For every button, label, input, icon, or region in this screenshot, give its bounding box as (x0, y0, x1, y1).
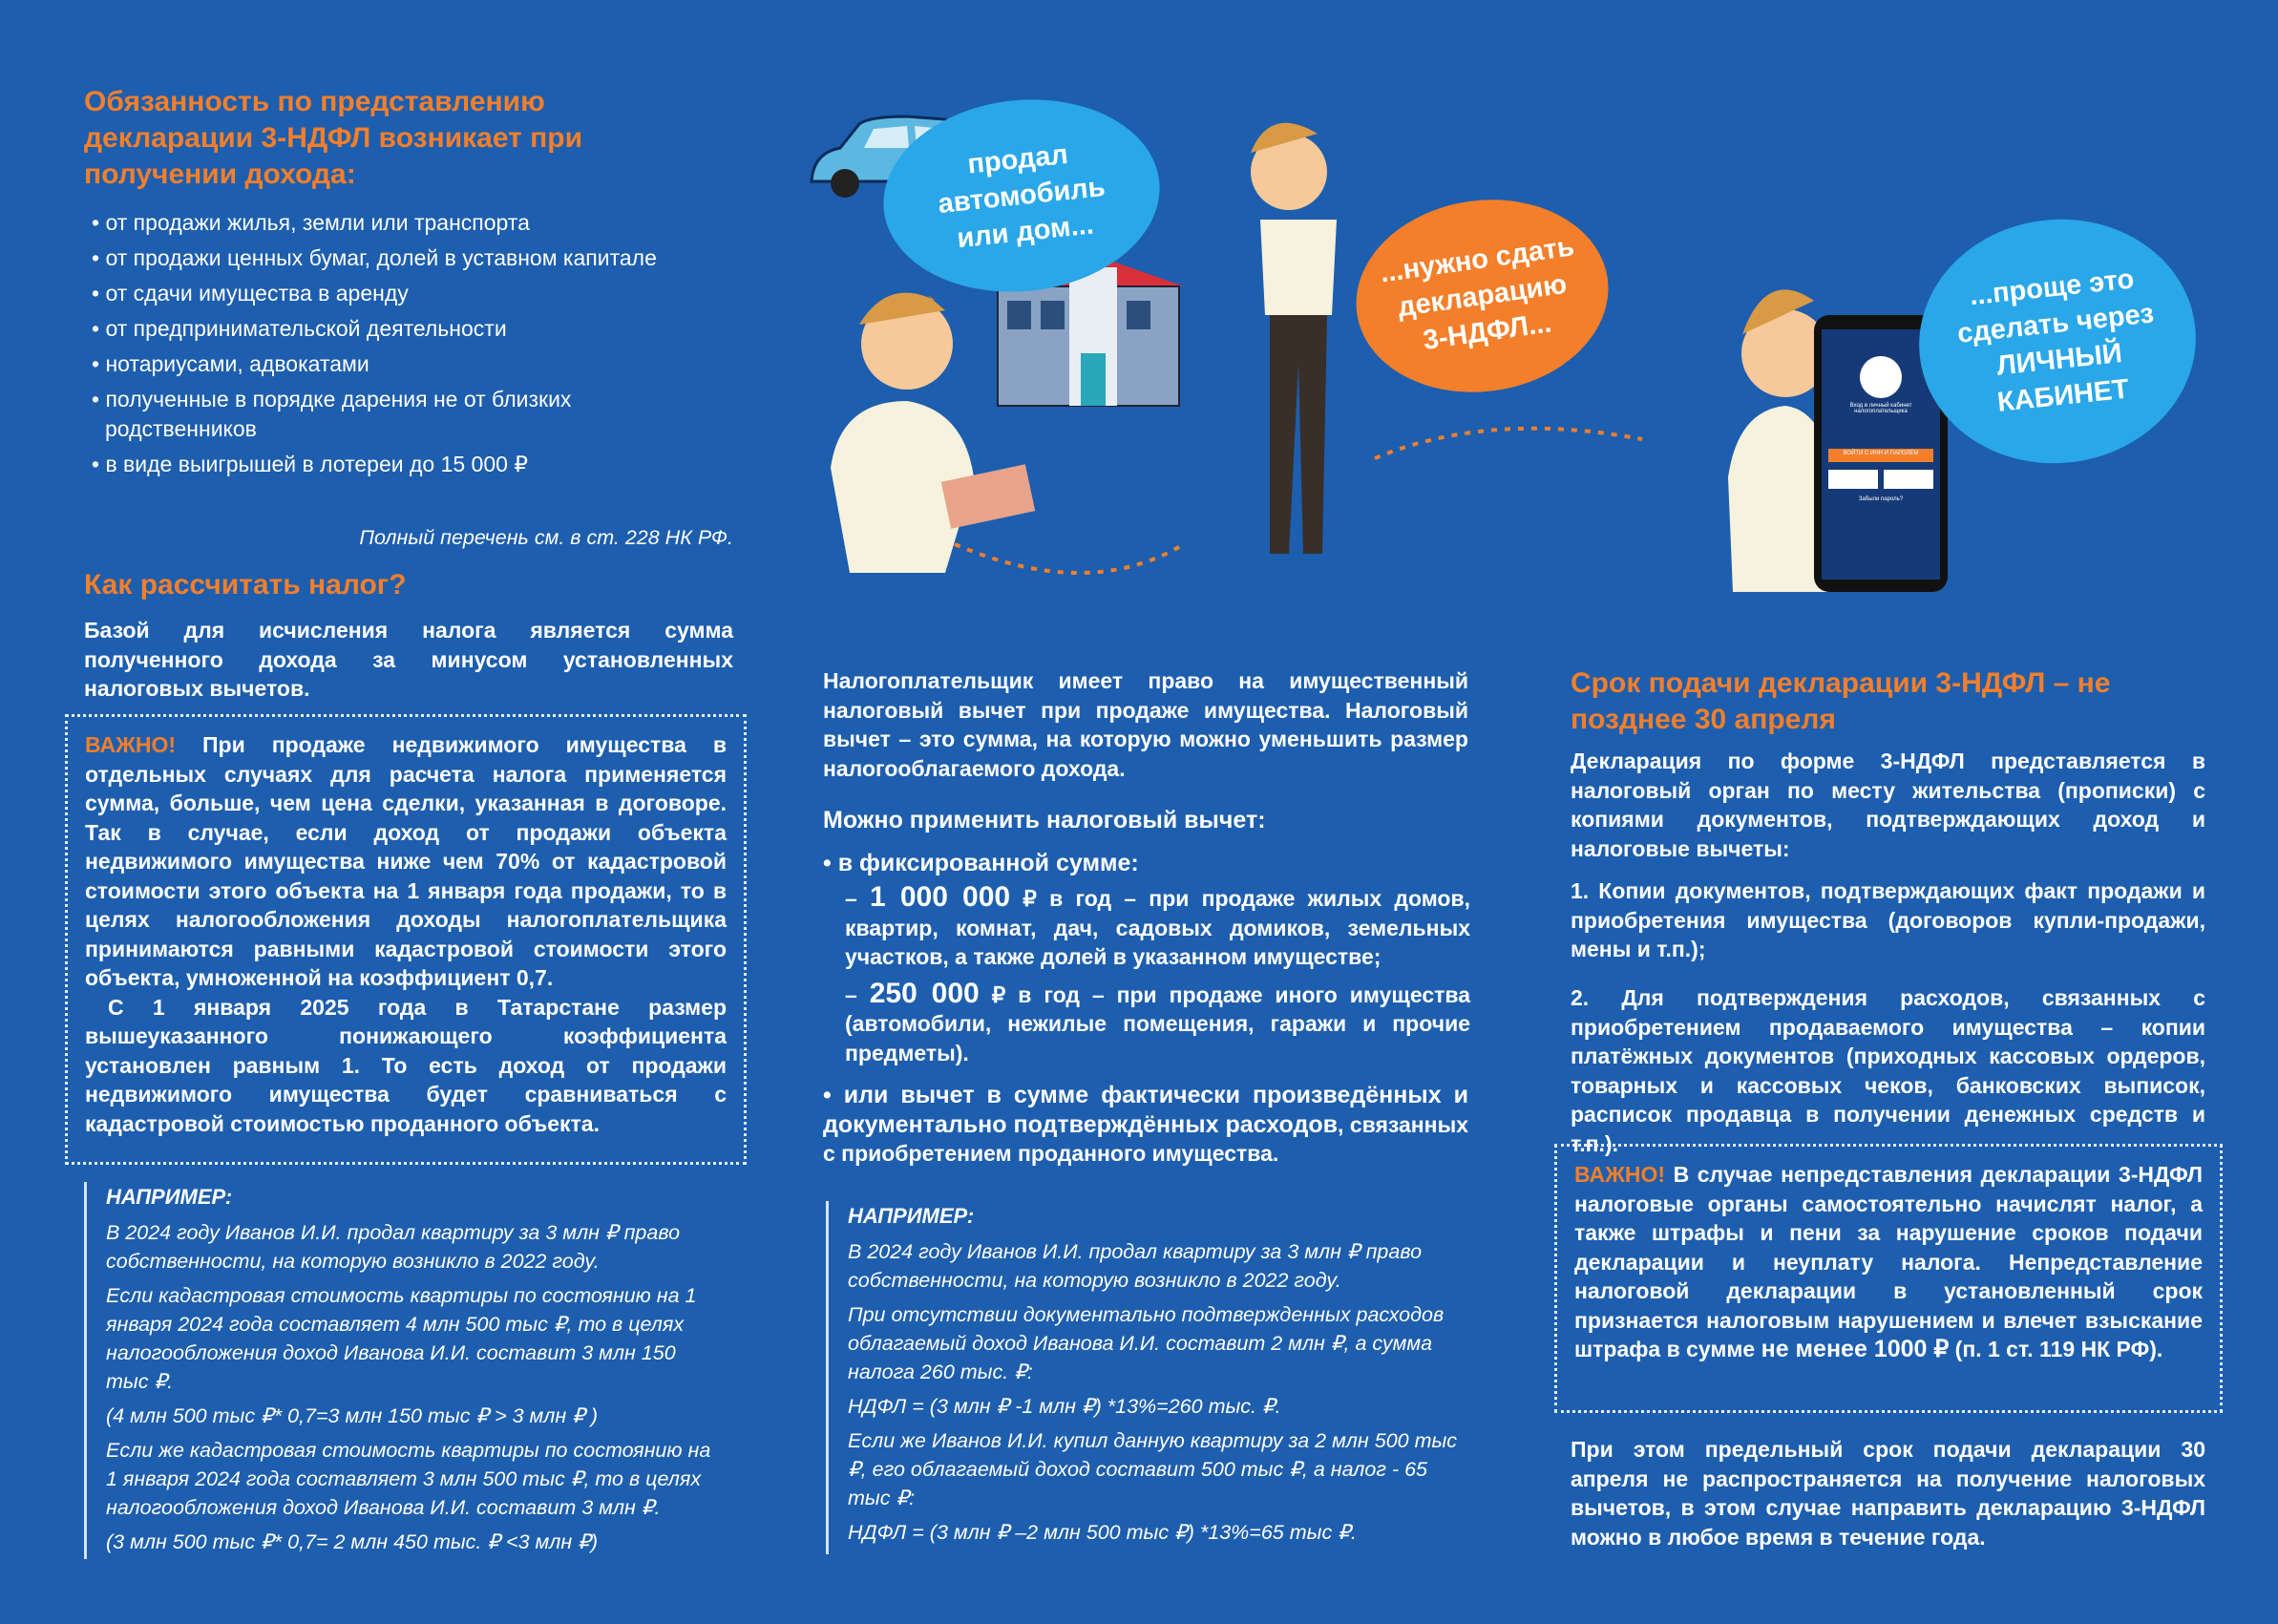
documents-item-2: 2. Для подтверждения расходов, связанных с приобретением продаваемого имущества – копии платёжных документов (приходных кассовых ордеров, товарных и кассовых чеков, банковских выписок, расписок продавца в получении денежных средств и т.п.). (1571, 985, 2205, 1156)
list-item: • от сдачи имущества в аренду (84, 279, 714, 308)
deduction-intro: Налогоплательщик имеет право на имущественный налоговый вычет при продаже имущества. Налоговый вычет – это сумма, на которую можно уменьшить размер налогооблагаемого дохода. (823, 668, 1468, 781)
calc-text: Базой для исчисления налога является сумма полученного дохода за минусом установленных налоговых вычетов. (84, 618, 733, 701)
important-label: ВАЖНО! (85, 732, 177, 757)
list-item: • от продажи ценных бумаг, долей в уставном капитале (84, 243, 714, 273)
phone-login-button[interactable]: ВОЙТИ С ИНН И ПАРОЛЕМ (1843, 451, 1919, 456)
amount: 250 000 (869, 977, 980, 1009)
deduction-title: Можно применить налоговый вычет: (823, 807, 1266, 833)
important-box-left (65, 714, 747, 1165)
example-paragraph: При отсутствии документально подтвержденных расходов облагаемый доход Иванова И.И. составит 2 млн ₽, а сумма налога 260 тыс. ₽: (848, 1303, 1445, 1383)
left-title: Обязанность по представлению декларации 3-НДФЛ возникает при получении дохода: (84, 86, 583, 190)
example-left (84, 1182, 724, 1559)
deadline-intro: Декларация по форме 3-НДФЛ представляется в налоговый орган по месту жительства (прописки) с копиями документов, подтверждающих доход и налоговые вычеты: (1571, 749, 2205, 861)
example-paragraph: (4 млн 500 тыс ₽* 0,7=3 млн 150 тыс ₽ > 3 млн ₽ ) (106, 1404, 599, 1427)
fixed-list: – 1 000 000 ₽ в год – при продаже жилых домов, квартир, комнат, дач, садовых домиков, земельных участков, а также долей в указанном имуществе; – 250 000 ₽ в год – при продаже иного имущества (автомобили, нежилые помещения, гаражи и прочие предметы). (845, 881, 1470, 1065)
important-box-right (1554, 1144, 2223, 1413)
deadline-title: Срок подачи декларации 3-НДФЛ – не позднее 30 апреля (1571, 667, 2111, 735)
example-paragraph: (3 млн 500 тыс ₽* 0,7= 2 млн 450 тыс. ₽ <3 млн ₽) (106, 1530, 599, 1553)
example-paragraph: В 2024 году Иванов И.И. продал квартиру за 3 млн ₽ право собственности, на которую возникло в 2022 году. (848, 1240, 1423, 1292)
actual-expenses (823, 1081, 1468, 1169)
important-tail: (п. 1 ст. 119 НК РФ). (1949, 1337, 2163, 1361)
deadline-closing: При этом предельный срок подачи декларации 30 апреля не распространяется на получение налоговых вычетов, в этом случае направить декларацию 3-НДФЛ можно в любое время в течение года. (1571, 1437, 2205, 1550)
documents-item-1: 1. Копии документов, подтверждающих факт продажи и приобретения имущества (договоров купли-продажи, мены и т.п.); (1571, 878, 2205, 961)
fixed-item-text: ₽ в год – при продаже иного имущества (автомобили, нежилые помещения, гаражи и прочие предметы). (845, 981, 1470, 1065)
important-text: В случае непредставления декларации 3-НДФЛ налоговые органы самостоятельно начислят налог, а также штрафы и пени за нарушение сроков подачи декларации и неуплату налога. Непредставление налоговой декларации в установленный срок признается налоговым нарушением и влечет взыскание штрафа в сумме (1574, 1162, 2203, 1361)
actual-bold: • или вычет в сумме фактически произведённых и документально подтверждённых расходов (823, 1082, 1468, 1138)
phone-forgot-link[interactable]: Забыли пароль? (1858, 496, 1904, 502)
income-list (84, 208, 714, 485)
fixed-item-text: ₽ в год – при продаже жилых домов, квартир, комнат, дач, садовых домиков, земельных участков, а также долей в указанном имуществе; (845, 886, 1470, 969)
fixed-label: • в фиксированной сумме: (823, 850, 1139, 876)
example-middle (826, 1201, 1475, 1554)
important-label: ВАЖНО! (1574, 1162, 1666, 1187)
example-paragraph: Если кадастровая стоимость квартиры по состоянию на 1 января 2024 года составляет 4 млн 500 тыс ₽, то в целях налогообложения доход Иванова И.И. составит 3 млн 150 тыс ₽. (106, 1284, 697, 1393)
list-item: • нотариусами, адвокатами (84, 349, 714, 379)
footnote: Полный перечень см. в ст. 228 НК РФ. (359, 526, 733, 549)
example-paragraph: НДФЛ = (3 млн ₽ –2 млн 500 тыс ₽) *13%=65 тыс ₽. (848, 1521, 1357, 1544)
example-paragraph: Если же кадастровая стоимость квартиры по состоянию на 1 января 2024 года составляет 3 млн 500 тыс ₽, то в целях налогообложения доход Иванова И.И. составит 3 млн ₽. (106, 1439, 711, 1519)
example-title: НАПРИМЕР: (848, 1204, 975, 1228)
important-text-2: С 1 января 2025 года в Татарстане размер вышеуказанного понижающего коэффициента установлен равным 1. То есть доход от продажи недвижимого имущества будет сравниваться с кадастровой стоимостью проданного объекта. (85, 994, 727, 1136)
example-title: НАПРИМЕР: (106, 1185, 233, 1209)
list-item: • от продажи жилья, земли или транспорта (84, 208, 714, 238)
list-item: • от предпринимательской деятельности (84, 314, 714, 344)
example-paragraph: В 2024 году Иванов И.И. продал квартиру за 3 млн ₽ право собственности, на которую возникло в 2022 году. (106, 1221, 681, 1273)
actual-rest: , связанных с приобретением проданного имущества. (823, 1111, 1469, 1166)
list-item: • полученные в порядке дарения не от близких родственников (84, 385, 714, 444)
fine-amount: не менее 1000 ₽ (1761, 1336, 1950, 1362)
important-text: При продаже недвижимого имущества в отдельных случаях для расчета налога применяется сумма, больше, чем цена сделки, указанная в договоре. Так в случае, если доход от продажи объекта недвижимого имущества ниже чем 70% от кадастровой стоимости этого объекта на 1 января года продажи, то в целях налогообложения доходы налогоплательщика принимаются равными кадастровой стоимости этого объекта, умноженной на коэффициент 0,7. (85, 732, 727, 990)
bubble-text: продал автомобиль или дом... (937, 138, 1107, 255)
man-center (1251, 123, 1337, 554)
bubble-text: ...проще это сделать через ЛИЧНЫЙ КАБИНЕТ (1955, 263, 2156, 418)
bubble-text: ...нужно сдать декларацию 3-НДФЛ... (1378, 231, 1576, 356)
phone-login-title: Вход в личный кабинет налогоплательщика (1849, 403, 1912, 414)
example-paragraph: Если же Иванов И.И. купил данную квартиру за 2 млн 500 тыс ₽, его облагаемый доход составит 500 тыс ₽, а налог - 65 тыс ₽: (848, 1429, 1458, 1509)
example-paragraph: НДФЛ = (3 млн ₽ -1 млн ₽) *13%=260 тыс. ₽. (848, 1395, 1281, 1418)
list-item: • в виде выигрышей в лотереи до 15 000 ₽ (84, 450, 714, 479)
calc-title: Как рассчитать налог? (84, 569, 407, 601)
amount: 1 000 000 (870, 881, 1011, 913)
